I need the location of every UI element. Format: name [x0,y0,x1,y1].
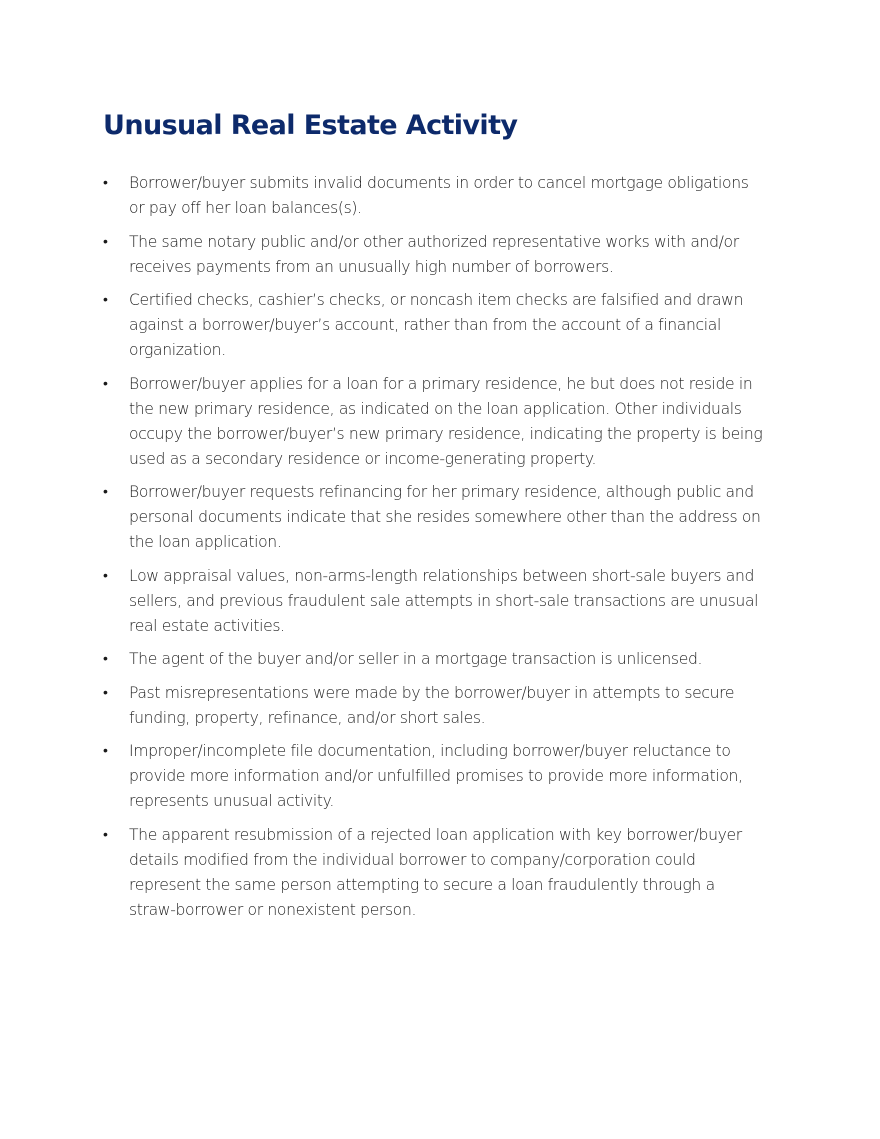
bullet-icon: • [103,826,108,843]
list-item [103,480,763,555]
bullet-icon: • [103,484,108,500]
list-item-text: Certified checks, cashier’s checks, or noncash item checks are falsified and drawn against a borrower/buyer’s account, rather than from the account of a financial organization. [129,291,744,359]
list-item-text: Borrower/buyer requests refinancing for her primary residence, although public and personal documents indicate that she resides somewhere other than the address on the loan application. [129,483,761,551]
list-item [103,230,763,280]
list-item [103,372,763,472]
list-item-text: Past misrepresentations were made by the borrower/buyer in attempts to secure funding, property, refinance, and/or short sales. [129,683,735,727]
bullet-icon: • [103,651,108,667]
list-item [103,171,763,221]
list-item [103,681,763,731]
list-item [103,739,763,814]
list-item-text: Improper/incomplete file documentation, including borrower/buyer reluctance to provide more information and/or unfulfilled promises to provide more information, represents unusual activity. [129,742,743,810]
list-item [103,564,763,639]
bullet-icon: • [103,175,108,191]
bullet-icon: • [103,375,108,392]
list-item [103,823,763,923]
list-item-text: Low appraisal values, non-arms-length relationships between short-sale buyers and sellers, and previous fraudulent sale attempts in short-sale transactions are unusual real estate activities. [129,566,759,635]
list-item [103,647,763,672]
list-item-text: The agent of the buyer and/or seller in a mortgage transaction is unlicensed. [129,650,703,668]
list-item-text: Borrower/buyer applies for a loan for a primary residence, he but does not reside in the new primary residence, as indicated on the loan application. Other individuals occupy the borrower/buyer’s new primary residence, indicating the property is being used as a secondary residence or income-generating property. [129,374,763,468]
list-item-text: Borrower/buyer submits invalid documents in order to cancel mortgage obligations or pay off her loan balances(s). [129,174,749,217]
bullet-icon: • [103,684,108,701]
activity-list [103,171,763,931]
bullet-icon: • [103,567,108,584]
list-item [103,288,763,363]
page-title: Unusual Real Estate Activity [103,110,518,141]
bullet-icon: • [103,233,108,250]
bullet-icon: • [103,743,108,759]
list-item-text: The apparent resubmission of a rejected loan application with key borrower/buyer details modified from the individual borrower to company/corporation could represent the same person attempting to secure a loan fraudulently through a straw-borrower or nonexistent person. [129,825,742,919]
bullet-icon: • [103,292,108,308]
list-item-text: The same notary public and/or other authorized representative works with and/or receives payments from an unusually high number of borrowers. [129,232,739,276]
